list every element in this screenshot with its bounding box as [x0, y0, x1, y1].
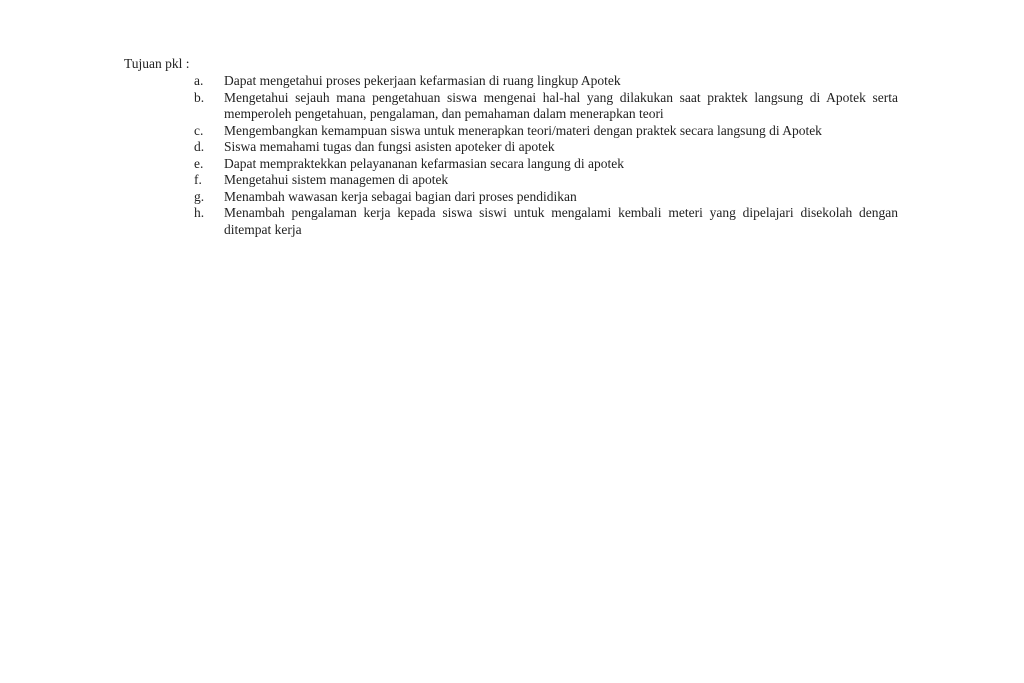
- list-item-text: Mengetahui sejauh mana pengetahuan siswa mengenai hal-hal yang dilakukan saat praktek langsung di Apotek serta memperoleh pengetahuan, pengalaman, dan pemahaman dalam menerapkan teori: [224, 89, 898, 121]
- list-item-text: Mengetahui sistem managemen di apotek: [224, 172, 449, 187]
- section-heading: Tujuan pkl :: [124, 56, 190, 71]
- objective-list: [194, 73, 898, 238]
- list-item: [194, 123, 898, 140]
- list-item-text: Dapat mempraktekkan pelayananan kefarmasian secara langung di apotek: [224, 155, 624, 171]
- list-item: [194, 205, 898, 238]
- list-marker: c.: [194, 122, 204, 138]
- list-item: [194, 90, 898, 123]
- list-marker: b.: [194, 89, 205, 105]
- list-marker: d.: [194, 139, 205, 154]
- list-item: [194, 172, 898, 189]
- list-item-text: Menambah pengalaman kerja kepada siswa siswi untuk mengalami kembali meteri yang dipelajari disekolah dengan ditempat kerja: [224, 205, 898, 237]
- list-item: [194, 139, 898, 156]
- list-marker: g.: [194, 188, 205, 204]
- list-item: [194, 189, 898, 206]
- list-marker: f.: [194, 172, 202, 187]
- list-marker: a.: [194, 73, 204, 88]
- list-marker: h.: [194, 205, 205, 220]
- list-item-text: Dapat mengetahui proses pekerjaan kefarmasian di ruang lingkup Apotek: [224, 73, 621, 88]
- list-item-text: Siswa memahami tugas dan fungsi asisten apoteker di apotek: [224, 139, 555, 154]
- list-item: [194, 156, 898, 173]
- list-item-text: Menambah wawasan kerja sebagai bagian dari proses pendidikan: [224, 188, 577, 204]
- list-marker: e.: [194, 155, 204, 171]
- list-item: [194, 73, 898, 90]
- list-item-text: Mengembangkan kemampuan siswa untuk menerapkan teori/materi dengan praktek secara langsung di Apotek: [224, 122, 822, 138]
